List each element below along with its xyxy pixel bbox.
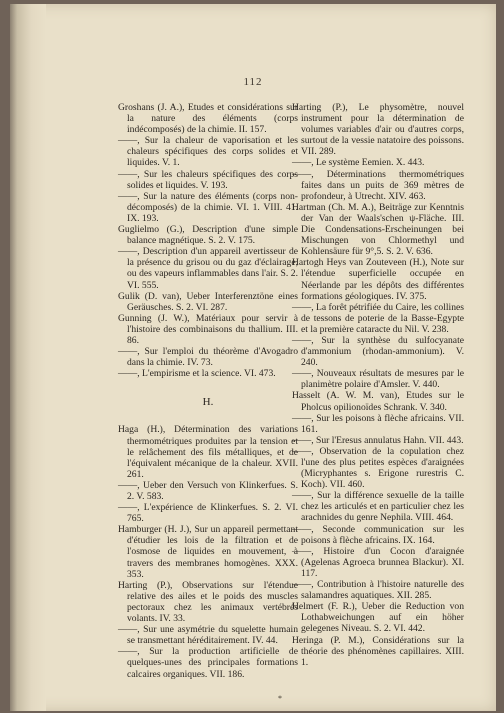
index-entry: ——, Description d'un appareil avertisseur de la présence du grisou ou du gaz d'éclairage, ou des vapeurs inflammables dans l'air. S. 2. VI. 555. xyxy=(118,246,298,291)
index-entry: ——, Sur la synthèse du sulfocyanate d'ammonium (rhodan-ammonium). V. 240. xyxy=(292,334,464,369)
index-entry: ——, Sur la différence sexuelle de la taille chez les articulés et en particulier chez les arachnides du genre Nephila. VIII. 464. xyxy=(292,490,464,524)
index-entry: ——, Déterminations thermométriques faites dans un puits de 369 mètres de profondeur, à Utrecht. XIV. 463. xyxy=(292,168,464,202)
left-column xyxy=(118,102,298,680)
signature-mark: * xyxy=(278,694,282,703)
section-heading: H. xyxy=(202,396,214,409)
index-entry: Hartogh Heys van Zouteveen (H.), Note sur l'étendue superficielle occupée en Néerlande par les dépôts des différentes formations géologiques. IV. 375. xyxy=(292,257,464,302)
index-entry: ——, Le système Eemien. X. 443. xyxy=(292,157,425,169)
index-entry: Heringa (P. M.), Considérations sur la théorie des phénomènes capillaires. XIII. 1. xyxy=(292,634,464,668)
index-entry: ——, Histoire d'un Cocon d'araignée (Agelenas Agroeca brunnea Blackur). XI. 117. xyxy=(292,545,464,579)
index-entry: ——, L'empirisme et la science. VI. 473. xyxy=(118,368,276,380)
index-entry: Haga (H.), Détermination des variations thermométriques produites par la tension et le relâchement des fils métalliques, et de l'équivalent mécanique de la chaleur. XVII. 261. xyxy=(118,424,298,480)
index-entry: Harting (P.), Observations sur l'étendue relative des ailes et le poids des muscles pectoraux chez les animaux vertébrés volants. IV. 33. xyxy=(118,579,298,625)
index-entry: ——, Observation de la copulation chez l'une des plus petites espèces d'araignées (Micryphantes s. Erigone rurestris C. Koch). VII. 460. xyxy=(292,445,464,491)
index-entry: ——, Sur la production artificielle de quelques-unes des principales formations calcaires organiques. VII. 186. xyxy=(118,646,298,680)
index-entry: Hamburger (H. J.), Sur un appareil permettant d'étudier les lois de la filtration et de l'osmose de liquides en mouvement, à travers des membranes homogènes. XXX. 353. xyxy=(118,524,298,580)
index-entry: ——, Sur la chaleur de vaporisation et les chaleurs spécifiques des corps solides et liquides. V. 1. xyxy=(118,135,298,169)
index-entry: ——, Nouveaux résultats de mesures par le planimètre polaire d'Amsler. V. 440. xyxy=(292,368,464,391)
index-entry: Helmert (F. R.), Ueber die Reduction von Lothabweichungen auf ein höher gelegenes Niveau. S. 2. VI. 442. xyxy=(292,601,464,635)
index-entry: Harting (P.), Le physomètre, nouvel instrument pour la détermination de volumes variables d'air ou d'autres corps, surtout de la vessie natatoire des poissons. VII. 289. xyxy=(292,102,464,158)
book-page xyxy=(10,4,496,711)
index-entry: Gunning (J. W.), Matériaux pour servir à l'histoire des combinaisons du thallium. III. 86. xyxy=(118,312,298,346)
page-number: 112 xyxy=(243,76,263,88)
index-entry: Groshans (J. A.), Etudes et considérations sur la nature des éléments (corps indécomposés) de la chimie. II. 157. xyxy=(118,102,298,136)
index-entry: ——, L'expérience de Klinkerfues. S. 2. VI. 765. xyxy=(118,502,298,525)
index-entry: ——, Sur la nature des éléments (corps non-décomposés) de la chimie. VI. 1. VIII. 41. IX. 193. xyxy=(118,190,298,224)
right-column xyxy=(292,102,464,668)
index-entry: ——, Ueber den Versuch von Klinkerfues. S. 2. V. 583. xyxy=(118,479,298,502)
index-entry: Gulik (D. van), Ueber Interferenztöne eines Geräusches. S. 2. VI. 287. xyxy=(118,290,298,313)
page-gutter xyxy=(10,4,46,711)
index-entry: ——, Sur les poisons à flèche africains. VII. 161. xyxy=(292,412,464,435)
index-entry: Hartman (Ch. M. A.), Beiträge zur Kenntnis der Van der Waals'schen ψ-Fläche. III. Die Condensations-Erscheinungen bei Mischungen von Chlormethyl und Kohlensäure für 9°,5. S. 2. V. 636. xyxy=(292,201,464,258)
index-entry: ——, Sur une asymétrie du squelette humain se transmettant héréditairement. IV. 44. xyxy=(118,624,298,647)
index-entry: ——, Sur l'Eresus annulatus Hahn. VII. 443. xyxy=(292,434,464,446)
index-entry: ——, Sur l'emploi du théorème d'Avogadro dans la chimie. IV. 73. xyxy=(118,346,298,369)
index-entry: ——, La forêt pétrifiée du Caire, les collines de tessons de poterie de la Basse-Egypte et la première cataracte du Nil. V. 238. xyxy=(292,301,464,335)
index-entry: ——, Seconde communication sur les poisons à flèche africains. IX. 164. xyxy=(292,523,464,546)
index-entry: Guglielmo (G.), Description d'une simple balance magnétique. S. 2. V. 175. xyxy=(118,224,298,247)
index-entry: ——, Contribution à l'histoire naturelle des salamandres aquatiques. XII. 285. xyxy=(292,579,464,602)
index-entry: Hasselt (A. W. M. van), Etudes sur le Pholcus opilionoïdes Schrank. V. 340. xyxy=(292,390,464,413)
index-entry: ——, Sur les chaleurs spécifiques des corps solides et liquides. V. 193. xyxy=(118,168,298,191)
